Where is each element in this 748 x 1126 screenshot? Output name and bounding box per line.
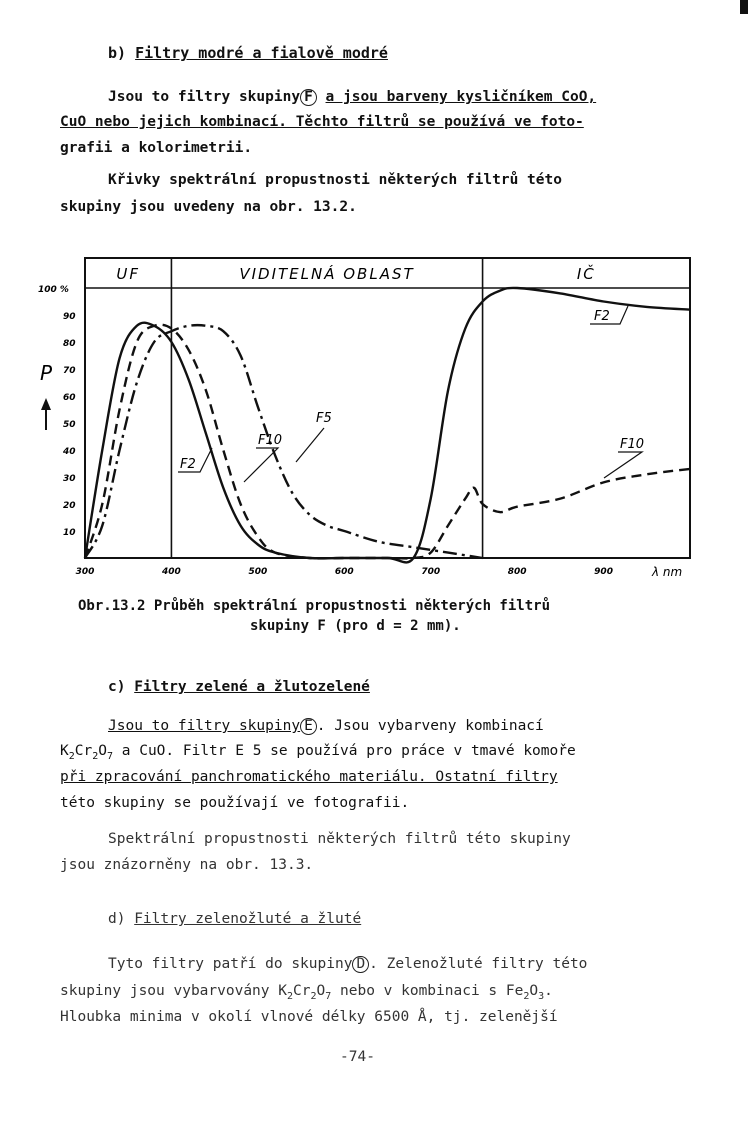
- y-axis-label: P: [40, 361, 53, 385]
- section-d-prefix: d): [108, 911, 126, 927]
- y-axis-ticks: [38, 285, 76, 538]
- series-line-f5: [85, 325, 483, 558]
- y-tick-label: 70: [63, 366, 76, 376]
- c-sub-1: 2: [68, 750, 75, 762]
- x-tick-label: 900: [594, 567, 613, 577]
- section-b-prefix: b): [108, 44, 127, 62]
- x-tick-label: 300: [75, 567, 95, 577]
- c-formula-k: K: [60, 743, 69, 759]
- section-d-p1-line1: [108, 956, 587, 973]
- leader-f5: [296, 428, 324, 462]
- d-l2-b: Cr: [293, 983, 311, 999]
- section-d-title: Filtry zelenožluté a žluté: [134, 911, 362, 927]
- region-label: UF: [116, 265, 141, 283]
- d-sub-2: 2: [310, 990, 317, 1002]
- label-f2-visible: F2: [180, 457, 196, 472]
- label-f5: F5: [316, 411, 332, 426]
- d-text-b: . Zelenožluté filtry této: [369, 956, 588, 972]
- section-c-p2-line2: jsou znázorněny na obr. 13.3.: [60, 857, 314, 873]
- plot-border: [85, 258, 690, 558]
- figure-caption-line2: skupiny F (pro d = 2 mm).: [250, 618, 461, 634]
- d-text-a: Tyto filtry patří do skupiny: [108, 956, 353, 972]
- label-f2-ir: F2: [594, 309, 610, 324]
- y-tick-label: 100 %: [38, 285, 69, 295]
- x-tick-label: 700: [421, 567, 441, 577]
- section-c-p1-line3: při zpracování panchromatického materiálu. Ostatní filtry: [60, 769, 558, 785]
- scan-edge-mark: [740, 0, 748, 14]
- d-l2-d: nebo v kombinaci s Fe: [331, 983, 524, 999]
- x-tick-label: 600: [334, 567, 354, 577]
- section-b-p2-line1: Křivky spektrální propustnosti některých filtrů této: [108, 172, 562, 188]
- x-axis-label: λ nm: [652, 565, 683, 579]
- section-b-p2-line2: skupiny jsou uvedeny na obr. 13.2.: [60, 199, 357, 215]
- c-formula-o: O: [98, 743, 107, 759]
- y-arrow-icon: [41, 398, 51, 430]
- c-formula-cr: Cr: [74, 743, 93, 759]
- d-sub-1: 2: [286, 990, 294, 1002]
- chart-frame: [85, 258, 690, 558]
- leader-f10-ir: [604, 452, 642, 478]
- section-c-prefix: c): [108, 679, 126, 695]
- region-label: IČ: [576, 265, 596, 283]
- d-sub-4: 2: [523, 990, 530, 1002]
- label-f10-ir: F10: [620, 437, 645, 452]
- c-sub-3: 7: [107, 750, 114, 762]
- c-sub-2: 2: [92, 750, 99, 762]
- page-number: -74-: [340, 1049, 375, 1065]
- chart-regions: [116, 258, 595, 558]
- section-c-p1-line1: [108, 718, 544, 735]
- transmission-chart: [30, 250, 710, 590]
- y-tick-label: 50: [63, 420, 76, 430]
- y-tick-label: 90: [63, 312, 76, 322]
- section-c-p1-line4: této skupiny se používají ve fotografii.: [60, 795, 410, 811]
- d-l2-a: skupiny jsou vybarvovány K: [60, 983, 287, 999]
- series-labels: [178, 306, 644, 482]
- section-c-title: Filtry zelené a žlutozelené: [134, 679, 370, 695]
- x-axis-ticks: [76, 567, 613, 577]
- section-b-title: Filtry modré a fialově modré: [135, 44, 388, 62]
- p1-text-a: Jsou to filtry skupiny: [108, 89, 301, 105]
- section-b-p1-line2: CuO nebo jejich kombinací. Těchto filtrů se používá ve foto-: [60, 114, 584, 130]
- group-f-circled: F: [300, 89, 317, 106]
- group-e-circled: E: [300, 718, 317, 735]
- figure-caption-line1: Obr.13.2 Průběh spektrální propustnosti některých filtrů: [78, 598, 551, 614]
- series-line-f10: [85, 325, 690, 559]
- c-text-b: . Jsou vybarveny kombinací: [316, 718, 544, 734]
- x-tick-label: 500: [248, 567, 268, 577]
- section-c-p1-line2: [60, 744, 576, 762]
- x-tick-label: 400: [162, 567, 181, 577]
- y-tick-label: 60: [63, 393, 76, 403]
- section-b-p1-line3: grafii a kolorimetrii.: [60, 140, 253, 156]
- y-tick-label: 10: [63, 528, 76, 538]
- section-c-p2-line1: Spektrální propustnosti některých filtrů této skupiny: [108, 831, 571, 847]
- section-b-p1-line1: [108, 89, 596, 106]
- leader-f10-visible: [244, 448, 278, 482]
- d-sub-3: 7: [325, 990, 332, 1002]
- section-d-heading: [108, 912, 361, 927]
- c-text-a: Jsou to filtry skupiny: [108, 718, 301, 734]
- d-l2-f: .: [544, 983, 553, 999]
- c-line2-rest: a CuO. Filtr E 5 se používá pro práce v tmavé komoře: [113, 743, 576, 759]
- d-sub-5: 3: [538, 990, 545, 1002]
- section-b-heading: [108, 44, 388, 62]
- y-tick-label: 20: [63, 501, 76, 511]
- y-tick-label: 30: [63, 474, 76, 484]
- d-l2-e: O: [529, 983, 539, 999]
- section-c-heading: [108, 680, 370, 695]
- section-d-p1-line3: Hloubka minima v okolí vlnové délky 6500 Å, tj. zelenější: [60, 1009, 558, 1025]
- section-d-p1-line2: [60, 984, 553, 1002]
- label-f10-visible: F10: [258, 433, 283, 448]
- d-l2-c: O: [316, 983, 326, 999]
- x-tick-label: 800: [507, 567, 527, 577]
- region-label: VIDITELNÁ OBLAST: [239, 265, 415, 283]
- p1-text-b: a jsou barveny kysličníkem CoO,: [325, 89, 597, 105]
- chart-series: [85, 288, 690, 563]
- y-tick-label: 40: [63, 447, 76, 457]
- group-d-circled: D: [352, 956, 369, 973]
- y-tick-label: 80: [63, 339, 76, 349]
